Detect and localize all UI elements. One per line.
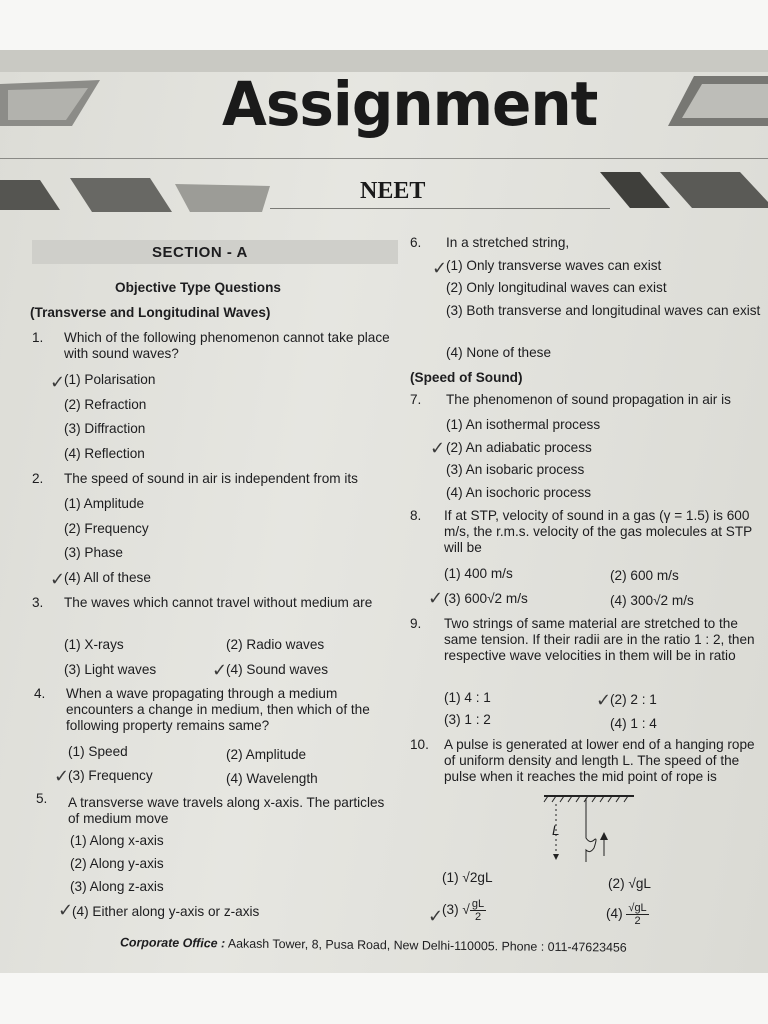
option: (4) Wavelength bbox=[226, 771, 318, 786]
check-mark-icon: ✓ bbox=[50, 372, 66, 393]
header-decoration-right bbox=[668, 76, 768, 126]
option: (3) 600√2 m/s bbox=[444, 591, 528, 606]
option: (1) Speed bbox=[68, 744, 128, 759]
check-mark-icon: ✓ bbox=[54, 766, 70, 787]
question-text: The speed of sound in air is independent from its bbox=[64, 471, 358, 486]
page-title: Assignment bbox=[222, 68, 598, 140]
question-number: 10. bbox=[410, 737, 429, 752]
stripe-decoration-right bbox=[600, 168, 768, 212]
option: (3) An isobaric process bbox=[446, 462, 585, 477]
option: (2) Refraction bbox=[64, 397, 147, 412]
header-rule bbox=[0, 158, 768, 159]
question-text: The phenomenon of sound propagation in air is bbox=[446, 392, 731, 407]
option: (3) Phase bbox=[64, 545, 123, 560]
question-text: In a stretched string, bbox=[446, 235, 570, 250]
option: (1) Polarisation bbox=[64, 372, 156, 387]
question-number: 2. bbox=[32, 471, 44, 486]
option: (4) Reflection bbox=[64, 446, 145, 461]
option: (4) Either along y-axis or z-axis bbox=[72, 904, 260, 919]
option: (4) All of these bbox=[64, 570, 151, 585]
check-mark-icon: ✓ bbox=[212, 660, 228, 681]
option: (1) Only transverse waves can exist bbox=[446, 258, 662, 273]
option: (4) None of these bbox=[446, 345, 552, 360]
option: (3) Frequency bbox=[68, 768, 153, 783]
question-number: 3. bbox=[32, 595, 44, 610]
option: (3) Along z-axis bbox=[70, 879, 164, 894]
option: (4) 1 : 4 bbox=[610, 716, 657, 731]
option: (4) 300√2 m/s bbox=[610, 593, 694, 608]
option: (1) X-rays bbox=[64, 637, 124, 652]
section-title: SECTION - A bbox=[152, 244, 248, 261]
neet-underline bbox=[270, 208, 610, 209]
question-text: Two strings of same material are stretched to the same tension. If their radii are in the ratio 1 : 2, then respective wave velocities in them will be in ratio bbox=[444, 616, 755, 663]
option: (2) Radio waves bbox=[226, 637, 325, 652]
option: (4) Sound waves bbox=[226, 662, 329, 677]
option: (4) An isochoric process bbox=[446, 485, 592, 500]
section-subtitle: Objective Type Questions bbox=[115, 280, 281, 295]
question-text: If at STP, velocity of sound in a gas (γ = 1.5) is 600 m/s, the r.m.s. velocity of the gas molecules at STP will be bbox=[444, 508, 752, 555]
header-decoration-left bbox=[0, 80, 100, 126]
option: (2) Along y-axis bbox=[70, 856, 164, 871]
footer-text: Aakash Tower, 8, Pusa Road, New Delhi-110005. Phone : 011-47623456 bbox=[227, 936, 627, 955]
check-mark-icon: ✓ bbox=[432, 258, 448, 279]
option: (1) 400 m/s bbox=[444, 566, 513, 581]
option: (1) Along x-axis bbox=[70, 833, 164, 848]
option: (3) 1 : 2 bbox=[444, 712, 491, 727]
option: (2) Frequency bbox=[64, 521, 149, 536]
check-mark-icon: ✓ bbox=[596, 690, 612, 711]
option: (4) $\frac{√gL}{2}$ bbox=[606, 902, 647, 927]
option: (2) 600 m/s bbox=[610, 568, 679, 583]
option: (3) Both transverse and longitudinal waves can exist bbox=[446, 303, 761, 318]
option: (3) Diffraction bbox=[64, 421, 146, 436]
question-number: 8. bbox=[410, 508, 422, 523]
question-text: Which of the following phenomenon cannot take place with sound waves? bbox=[64, 330, 390, 361]
check-mark-icon: ✓ bbox=[58, 900, 74, 921]
check-mark-icon: ✓ bbox=[50, 569, 66, 590]
topic-heading: (Transverse and Longitudinal Waves) bbox=[30, 305, 271, 320]
option: (3) √ $\frac{gL}{2}$ bbox=[442, 898, 485, 923]
option: (2) An adiabatic process bbox=[446, 440, 592, 455]
exam-label: NEET bbox=[360, 178, 426, 204]
question-number: 5. bbox=[36, 791, 48, 806]
option: (3) Light waves bbox=[64, 662, 157, 677]
option: (2) 2 : 1 bbox=[610, 692, 657, 707]
question-text: A transverse wave travels along x-axis. The particles of medium move bbox=[68, 795, 385, 826]
option: (2) √gL bbox=[608, 876, 651, 891]
stripe-decoration-left bbox=[0, 170, 270, 214]
check-mark-icon: ✓ bbox=[428, 906, 444, 927]
length-label: L bbox=[552, 823, 560, 838]
question-text: A pulse is generated at lower end of a hanging rope of uniform density and length L. The speed of the pulse when it reaches the mid point of rope is bbox=[444, 737, 755, 784]
question-number: 9. bbox=[410, 616, 422, 631]
option: (1) An isothermal process bbox=[446, 417, 601, 432]
option: (1) Amplitude bbox=[64, 496, 145, 511]
question-number: 4. bbox=[34, 686, 46, 701]
question-text: When a wave propagating through a medium encounters a change in medium, then which of the following property remains same? bbox=[66, 686, 370, 733]
footer-label: Corporate Office : bbox=[119, 935, 226, 951]
subsection-heading: (Speed of Sound) bbox=[410, 370, 523, 385]
question-number: 1. bbox=[32, 330, 44, 345]
option: (2) Only longitudinal waves can exist bbox=[446, 280, 667, 295]
question-text: The waves which cannot travel without medium are bbox=[64, 595, 373, 610]
option: (1) √2gL bbox=[442, 870, 493, 885]
option: (2) Amplitude bbox=[226, 747, 307, 762]
check-mark-icon: ✓ bbox=[430, 438, 446, 459]
check-mark-icon: ✓ bbox=[428, 588, 444, 609]
question-number: 7. bbox=[410, 392, 422, 407]
option: (1) 4 : 1 bbox=[444, 690, 491, 705]
question-number: 6. bbox=[410, 235, 422, 250]
